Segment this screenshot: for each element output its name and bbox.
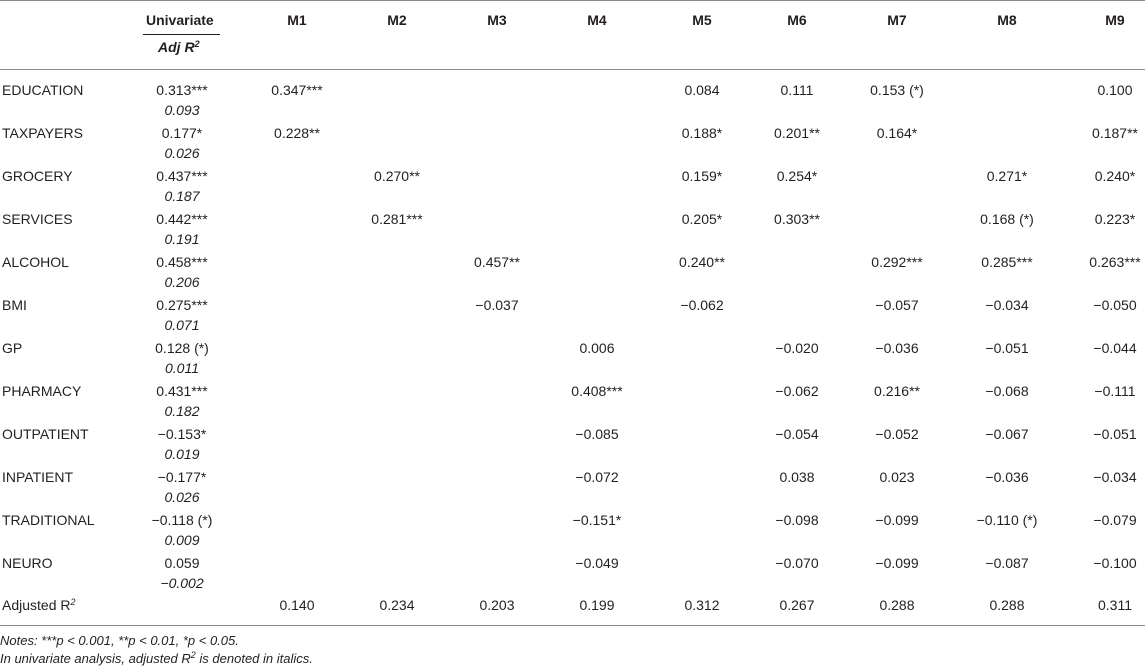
coefficient-m5: 0.159* — [681, 168, 723, 184]
univariate-coefficient: 0.313*** — [156, 82, 208, 98]
univariate-adj-r2: 0.182 — [164, 403, 200, 419]
row-label: TRADITIONAL — [2, 512, 95, 528]
coefficient-m2: 0.281*** — [371, 211, 423, 227]
univariate-adj-r2: −0.002 — [160, 575, 204, 591]
row-label: OUTPATIENT — [2, 426, 89, 442]
univariate-coefficient: −0.153* — [157, 426, 207, 442]
adjusted-r2-m7: 0.288 — [879, 597, 915, 613]
coefficient-m8: −0.067 — [985, 426, 1029, 442]
univariate-adj-r2: 0.093 — [164, 102, 200, 118]
coefficient-m3: −0.037 — [475, 297, 519, 313]
coefficient-m8: −0.034 — [985, 297, 1029, 313]
header-model-6: M6 — [787, 12, 807, 28]
coefficient-m8: 0.168 (*) — [980, 211, 1034, 227]
coefficient-m6: −0.054 — [775, 426, 819, 442]
univariate-coefficient: −0.118 (*) — [151, 512, 213, 528]
univariate-adj-r2: 0.011 — [165, 360, 199, 376]
coefficient-m9: −0.044 — [1093, 340, 1137, 356]
coefficient-m9: 0.100 — [1097, 82, 1133, 98]
coefficient-m6: −0.098 — [775, 512, 819, 528]
coefficient-m8: 0.285*** — [981, 254, 1033, 270]
coefficient-m2: 0.270** — [374, 168, 420, 184]
row-label: INPATIENT — [2, 469, 74, 485]
header-model-1: M1 — [287, 12, 307, 28]
header-model-4: M4 — [587, 12, 607, 28]
univariate-adj-r2: 0.026 — [164, 489, 200, 505]
coefficient-m7: −0.036 — [875, 340, 919, 356]
coefficient-m8: −0.068 — [985, 383, 1029, 399]
row-label: GP — [2, 340, 23, 356]
coefficient-m4: 0.408*** — [571, 383, 623, 399]
univariate-coefficient: 0.275*** — [156, 297, 208, 313]
univariate-coefficient: 0.437*** — [156, 168, 208, 184]
coefficient-m7: −0.052 — [875, 426, 919, 442]
row-label: ALCOHOL — [2, 254, 69, 270]
coefficient-m4: −0.151* — [572, 512, 622, 528]
coefficient-m4: −0.085 — [575, 426, 619, 442]
coefficient-m6: 0.201** — [774, 125, 820, 141]
coefficient-m7: −0.099 — [875, 512, 919, 528]
row-label: EDUCATION — [2, 82, 84, 98]
row-label: TAXPAYERS — [2, 125, 83, 141]
row-label: GROCERY — [2, 168, 73, 184]
coefficient-m6: 0.111 — [780, 82, 814, 98]
coefficient-m5: 0.240** — [679, 254, 725, 270]
coefficient-m6: 0.254* — [776, 168, 818, 184]
coefficient-m8: 0.271* — [986, 168, 1028, 184]
coefficient-m9: −0.079 — [1093, 512, 1137, 528]
univariate-coefficient: 0.177* — [161, 125, 203, 141]
adjusted-r2-m5: 0.312 — [684, 597, 720, 613]
coefficient-m8: −0.110 (*) — [976, 512, 1038, 528]
header-model-5: M5 — [692, 12, 712, 28]
row-label: NEURO — [2, 555, 53, 571]
adjusted-r2-m4: 0.199 — [579, 597, 615, 613]
notes-significance: Notes: ***p < 0.001, **p < 0.01, *p < 0.05. — [0, 633, 239, 648]
coefficient-m5: 0.205* — [681, 211, 723, 227]
adjusted-r2-m6: 0.267 — [779, 597, 815, 613]
coefficient-m9: −0.111 — [1094, 383, 1136, 399]
univariate-adj-r2: 0.019 — [164, 446, 200, 462]
coefficient-m6: −0.070 — [775, 555, 819, 571]
table-bottom-rule — [0, 625, 1145, 626]
coefficient-m4: −0.049 — [575, 555, 619, 571]
adjusted-r2-m3: 0.203 — [479, 597, 515, 613]
coefficient-m5: 0.188* — [681, 125, 723, 141]
univariate-coefficient: 0.458*** — [156, 254, 208, 270]
univariate-underline — [143, 34, 220, 35]
coefficient-m9: 0.263*** — [1089, 254, 1141, 270]
row-label: SERVICES — [2, 211, 73, 227]
adjusted-r2-label-superscript: 2 — [70, 597, 76, 607]
coefficient-m6: −0.062 — [775, 383, 819, 399]
univariate-coefficient: 0.431*** — [156, 383, 208, 399]
coefficient-m6: 0.038 — [779, 469, 815, 485]
coefficient-m9: 0.240* — [1094, 168, 1136, 184]
univariate-coefficient: −0.177* — [157, 469, 207, 485]
coefficient-m1: 0.347*** — [271, 82, 323, 98]
coefficient-m6: 0.303** — [774, 211, 820, 227]
coefficient-m7: 0.292*** — [871, 254, 923, 270]
row-label: BMI — [2, 297, 27, 313]
coefficient-m8: −0.051 — [985, 340, 1029, 356]
coefficient-m6: −0.020 — [775, 340, 819, 356]
coefficient-m7: 0.216** — [874, 383, 920, 399]
coefficient-m7: 0.023 — [879, 469, 915, 485]
coefficient-m8: −0.036 — [985, 469, 1029, 485]
table-top-rule — [0, 0, 1145, 1]
adjusted-r2-label — [2, 596, 76, 614]
coefficient-m9: −0.100 — [1093, 555, 1137, 571]
coefficient-m1: 0.228** — [274, 125, 320, 141]
table-notes — [0, 632, 313, 668]
coefficient-m9: 0.223* — [1094, 211, 1136, 227]
univariate-coefficient: 0.128 (*) — [155, 340, 209, 356]
coefficient-m7: 0.153 (*) — [870, 82, 924, 98]
univariate-coefficient: 0.442*** — [156, 211, 208, 227]
univariate-adj-r2: 0.026 — [164, 145, 200, 161]
notes-italics-explanation: In univariate analysis, adjusted $R^2$ is denoted in italics. — [0, 650, 313, 666]
coefficient-m8: −0.087 — [985, 555, 1029, 571]
coefficient-m4: −0.072 — [575, 469, 619, 485]
header-model-3: M3 — [487, 12, 507, 28]
coefficient-m7: −0.099 — [875, 555, 919, 571]
adjusted-r2-label-text: Adjusted R — [2, 597, 71, 613]
header-model-7: M7 — [887, 12, 907, 28]
header-model-2: M2 — [387, 12, 407, 28]
header-model-8: M8 — [997, 12, 1017, 28]
adjusted-r2-m2: 0.234 — [379, 597, 415, 613]
adjusted-r2-m9: 0.311 — [1098, 597, 1132, 613]
adjusted-r2-m1: 0.140 — [279, 597, 315, 613]
coefficient-m9: −0.051 — [1093, 426, 1137, 442]
header-model-9: M9 — [1105, 12, 1125, 28]
univariate-adj-r2: 0.071 — [164, 317, 200, 333]
coefficient-m5: 0.084 — [684, 82, 720, 98]
coefficient-m3: 0.457** — [474, 254, 520, 270]
univariate-adj-r2: 0.009 — [164, 532, 200, 548]
univariate-adj-r2: 0.206 — [164, 274, 200, 290]
coefficient-m9: −0.050 — [1093, 297, 1137, 313]
header-univariate: Univariate — [146, 12, 214, 28]
coefficient-m7: −0.057 — [875, 297, 919, 313]
coefficient-m5: −0.062 — [680, 297, 724, 313]
adjusted-r2-m8: 0.288 — [989, 597, 1025, 613]
coefficient-m9: −0.034 — [1093, 469, 1137, 485]
coefficient-m4: 0.006 — [579, 340, 615, 356]
table-header-rule — [0, 69, 1145, 70]
univariate-adj-r2: 0.191 — [164, 231, 200, 247]
row-label: PHARMACY — [2, 383, 82, 399]
header-adj-r2: Adj $R^2$ — [158, 39, 200, 55]
univariate-adj-r2: 0.187 — [164, 188, 200, 204]
univariate-coefficient: 0.059 — [164, 555, 200, 571]
coefficient-m7: 0.164* — [876, 125, 918, 141]
coefficient-m9: 0.187** — [1092, 125, 1138, 141]
